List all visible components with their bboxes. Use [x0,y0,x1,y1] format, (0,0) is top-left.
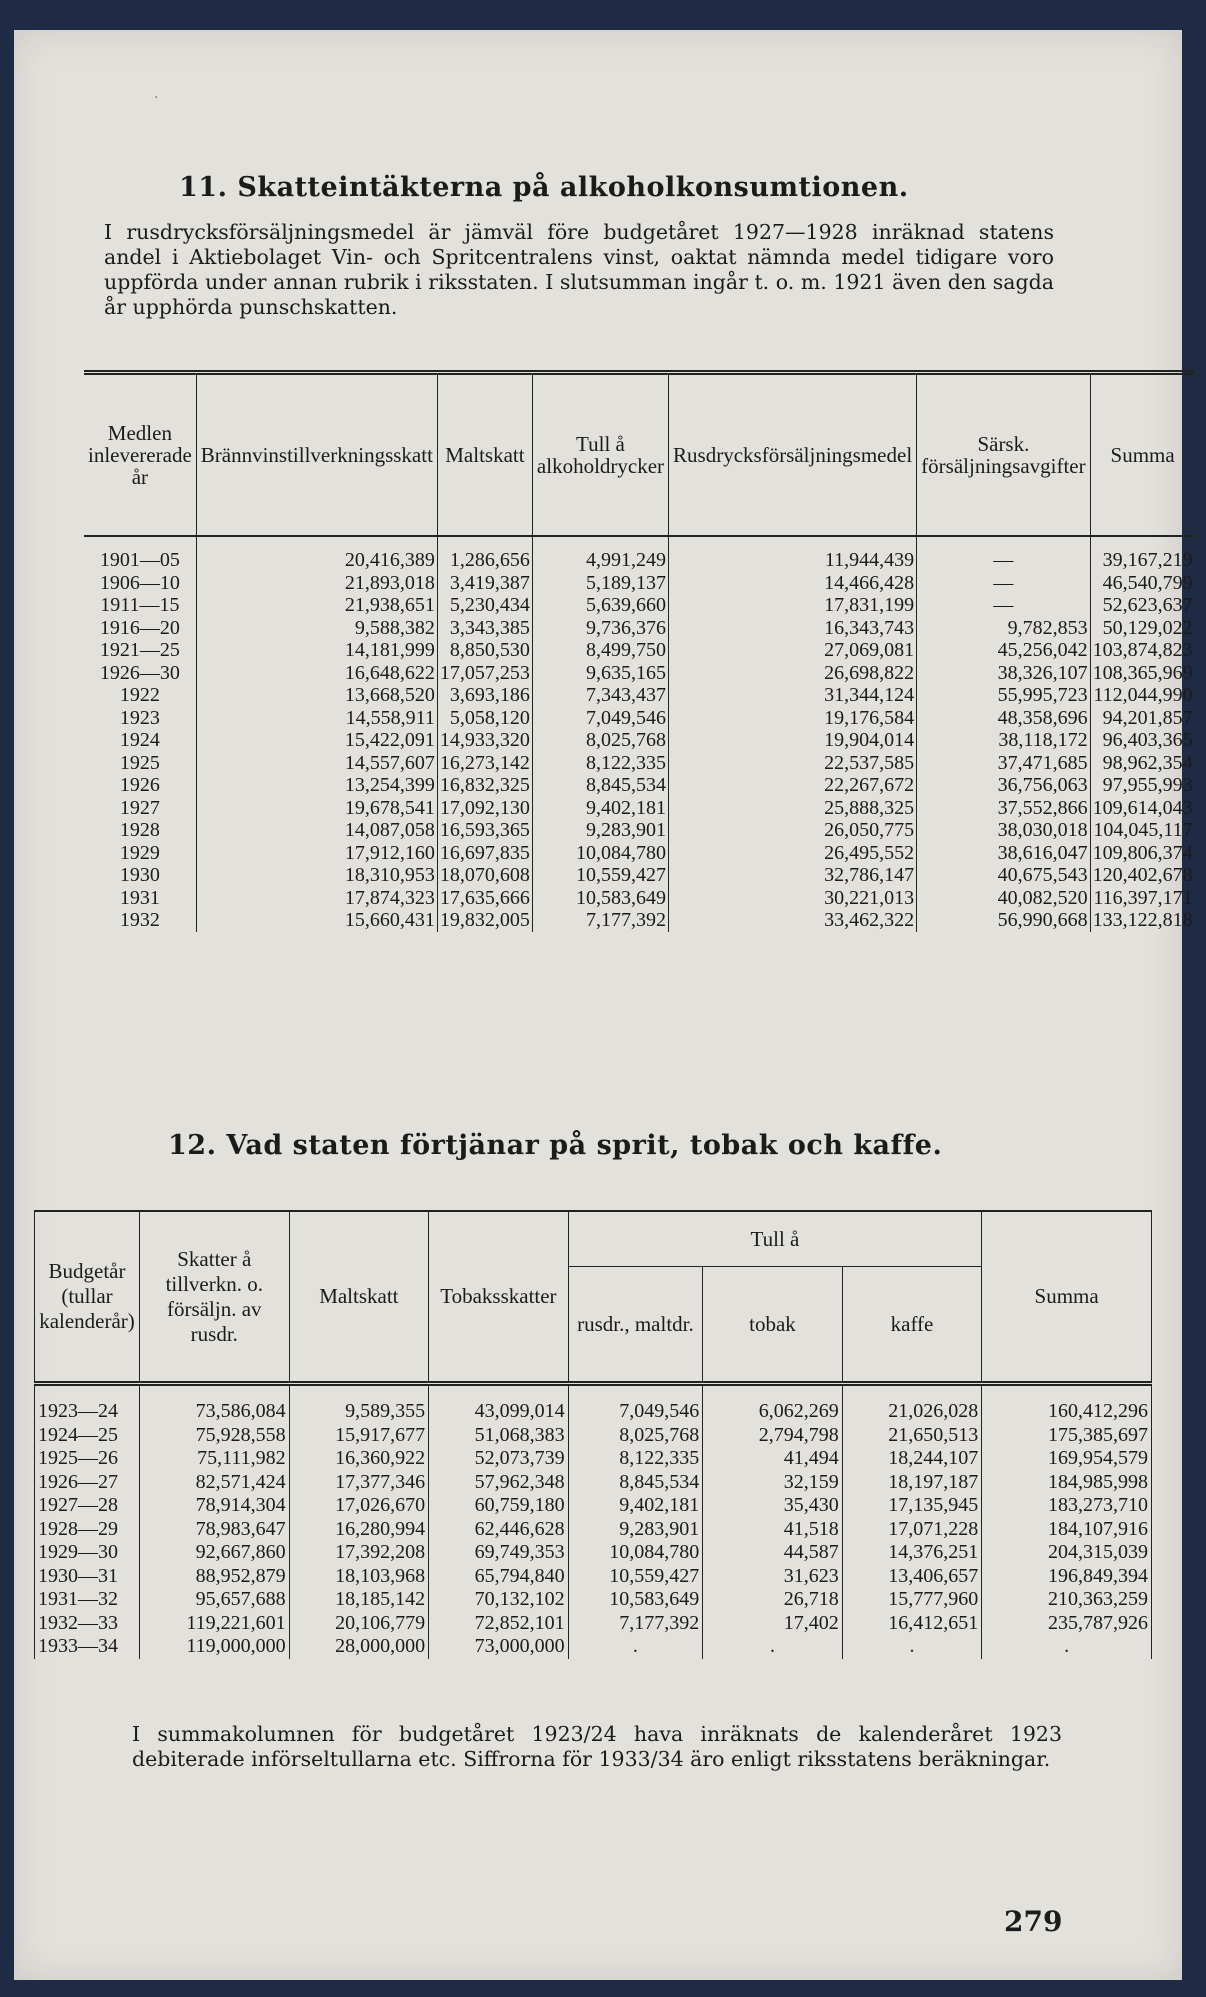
table-cell: 120,402,678 [1090,864,1195,887]
table-cell: 17,874,323 [196,887,437,910]
table-cell: 32,786,147 [669,864,917,887]
table-cell: 7,343,437 [532,684,668,707]
table-cell: 22,267,672 [669,774,917,797]
table-cell: 7,049,546 [532,707,668,730]
table-cell: 32,159 [703,1471,843,1495]
table-cell: 26,050,775 [669,819,917,842]
table-cell: 13,406,657 [842,1565,982,1589]
table-cell: 10,559,427 [532,864,668,887]
table-cell: 9,782,853 [917,617,1090,640]
table-cell: 13,668,520 [196,684,437,707]
table-row [35,1471,1152,1495]
table-cell: 19,678,541 [196,797,437,820]
table-row [84,864,1195,887]
header-tobacco-tax: Tobaksskatter [429,1211,569,1384]
table-cell: 9,588,382 [196,617,437,640]
table-cell: 16,697,835 [437,842,532,865]
table-cell: 28,000,000 [289,1635,429,1659]
table-cell: 17,831,199 [669,594,917,617]
table-cell: 17,912,160 [196,842,437,865]
table-row [35,1494,1152,1518]
table-cell: 9,589,355 [289,1384,429,1424]
table-cell: 37,552,866 [917,797,1090,820]
table-cell: 26,718 [703,1588,843,1612]
table-cell: 9,635,165 [532,662,668,685]
table-cell: 51,068,383 [429,1424,569,1448]
table-cell: 69,749,353 [429,1541,569,1565]
table-cell: 14,181,999 [196,639,437,662]
table-cell: 1932—33 [35,1612,140,1636]
table-row [35,1612,1152,1636]
table-cell: 109,614,043 [1090,797,1195,820]
table-cell: 52,073,739 [429,1447,569,1471]
table-cell: 16,832,325 [437,774,532,797]
table-cell: 98,962,354 [1090,752,1195,775]
table-cell: 44,587 [703,1541,843,1565]
table-cell: 17,377,346 [289,1471,429,1495]
table-cell: 1922 [119,684,160,706]
table-cell: 8,025,768 [532,729,668,752]
table-row [35,1447,1152,1471]
table-cell: 1926 [119,774,160,796]
table-cell: 1927 [119,796,160,819]
table-row [84,617,1195,640]
table-cell: 16,593,365 [437,819,532,842]
table-cell: 78,983,647 [140,1518,290,1542]
header-cell: Särsk. försäljningsavgifter [917,373,1090,537]
table-cell: 88,952,879 [140,1565,290,1589]
table-cell: 10,559,427 [568,1565,703,1589]
table-cell: 8,122,335 [568,1447,703,1471]
table-cell: 17,092,130 [437,797,532,820]
table-cell: 18,070,608 [437,864,532,887]
table-row [84,594,1195,617]
table-cell: 8,850,530 [437,639,532,662]
table-cell: 1924 [119,729,160,751]
table-row [84,797,1195,820]
table-cell: 1930—31 [35,1565,140,1589]
table-cell: 1928 [119,819,160,841]
table-cell: 16,343,743 [669,617,917,640]
table-cell: 9,402,181 [532,797,668,820]
table-cell: 1930 [119,864,160,886]
table-cell: 8,025,768 [568,1424,703,1448]
table-cell: 13,254,399 [196,774,437,797]
table-cell: 78,914,304 [140,1494,290,1518]
table-cell: 2,794,798 [703,1424,843,1448]
table-cell: 1906—10 [99,571,180,594]
table-body [35,1384,1152,1659]
table-cell: 20,416,389 [196,536,437,572]
table-cell: 196,849,394 [982,1565,1152,1589]
header-budget-year: Budgetår (tullar kalenderår) [35,1211,140,1384]
table-cell: 7,049,546 [568,1384,703,1424]
table-cell: 1928—29 [35,1518,140,1542]
table-cell: 184,985,998 [982,1471,1152,1495]
table-cell: 21,893,018 [196,572,437,595]
table-cell: 3,419,387 [437,572,532,595]
table-cell: 19,832,005 [437,909,532,932]
table-cell: 50,129,022 [1090,617,1195,640]
table-cell: 1,286,656 [437,536,532,572]
table-cell: 70,132,102 [429,1588,569,1612]
table-cell: 18,185,142 [289,1588,429,1612]
table-cell: 15,777,960 [842,1588,982,1612]
table-cell: 15,422,091 [196,729,437,752]
table-cell: 92,667,860 [140,1541,290,1565]
table-cell: 1931 [119,886,160,909]
table-cell: 1926—30 [99,661,180,684]
section-11-intro: I rusdrycksförsäljningsmedel är jämväl före budgetåret 1927—1928 inräknad statens andel i Aktiebolaget Vin- och Spritcentralens vinst, oaktat nämnda medel tidigare voro uppförda under annan rubrik i riksstaten. I slutsumman ingår t. o. m. 1921 även den sagda år upphörda punschskatten. [104,220,1054,319]
table-cell: 14,466,428 [669,572,917,595]
table-cell: 41,518 [703,1518,843,1542]
table-cell: 33,462,322 [669,909,917,932]
table-cell: 26,698,822 [669,662,917,685]
table-cell: 52,623,637 [1090,594,1195,617]
table-cell: 21,650,513 [842,1424,982,1448]
table-cell: 18,310,953 [196,864,437,887]
table-cell: 31,623 [703,1565,843,1589]
table-cell: 43,099,014 [429,1384,569,1424]
table-cell: 5,230,434 [437,594,532,617]
table-cell: 210,363,259 [982,1588,1152,1612]
table-cell: 169,954,579 [982,1447,1152,1471]
table-cell: 18,197,187 [842,1471,982,1495]
table-cell: 36,756,063 [917,774,1090,797]
table-cell: 14,933,320 [437,729,532,752]
header-cell: Tull å alkoholdrycker [532,373,668,537]
table-cell: 11,944,439 [669,536,917,572]
table-cell: 65,794,840 [429,1565,569,1589]
table-cell: — [917,572,1090,595]
header-total: Summa [982,1211,1152,1384]
table-cell: 108,365,969 [1090,662,1195,685]
table-cell: 45,256,042 [917,639,1090,662]
table-cell: 40,082,520 [917,887,1090,910]
table-cell: 5,639,660 [532,594,668,617]
table-cell: 38,326,107 [917,662,1090,685]
table-cell: 183,273,710 [982,1494,1152,1518]
header-customs-spirits: rusdr., maltdr. [568,1267,703,1384]
header-cell: Rusdrycksförsäljningsmedel [669,373,917,537]
table-row [84,752,1195,775]
table-row [35,1635,1152,1659]
table-cell: 75,111,982 [140,1447,290,1471]
page-smudge: · [154,90,159,106]
section-12-title: 12. Vad staten förtjänar på sprit, tobak och kaffe. [168,1130,943,1161]
table-cell: 14,376,251 [842,1541,982,1565]
table-cell: 62,446,628 [429,1518,569,1542]
table-cell: 57,962,348 [429,1471,569,1495]
table-row [84,819,1195,842]
table-cell: 14,557,607 [196,752,437,775]
table-cell: 133,122,818 [1090,909,1195,932]
table-cell: 112,044,990 [1090,684,1195,707]
table-cell: 1929 [119,841,160,864]
table-cell: 19,176,584 [669,707,917,730]
table-row [84,909,1195,932]
table-cell: 3,343,385 [437,617,532,640]
table-cell: 48,358,696 [917,707,1090,730]
table-cell: 55,995,723 [917,684,1090,707]
table-cell: 94,201,857 [1090,707,1195,730]
header-cell: Brännvinstillverkningsskatt [196,373,437,537]
table-cell: 15,660,431 [196,909,437,932]
table-cell: 21,026,028 [842,1384,982,1424]
table-header-row [84,373,1195,537]
table-row [84,572,1195,595]
table-row [84,774,1195,797]
table-cell: 1911—15 [100,594,180,616]
table-cell: 17,402 [703,1612,843,1636]
table-row [84,707,1195,730]
table-row [84,536,1195,572]
table-body [84,536,1195,932]
table-cell: 6,062,269 [703,1384,843,1424]
table-cell: 17,135,945 [842,1494,982,1518]
table-cell: 17,392,208 [289,1541,429,1565]
table-cell: 1925 [119,751,160,774]
table-cell: 1933—34 [35,1635,140,1659]
table-cell: 104,045,117 [1090,819,1195,842]
header-customs-group: Tull å [568,1211,982,1267]
table-row [84,842,1195,865]
table-cell: 8,122,335 [532,752,668,775]
table-row [84,662,1195,685]
table-header-row [35,1211,1152,1267]
table-cell: 95,657,688 [140,1588,290,1612]
table-cell: 1923—24 [35,1384,140,1424]
table-cell: 75,928,558 [140,1424,290,1448]
table-cell: 7,177,392 [532,909,668,932]
header-customs-coffee: kaffe [842,1267,982,1384]
header-malt-tax: Maltskatt [289,1211,429,1384]
table-row [35,1541,1152,1565]
table-cell: 1924—25 [35,1424,140,1448]
table-cell: 119,000,000 [140,1635,290,1659]
table-cell: 14,558,911 [196,707,437,730]
header-cell: Maltskatt [437,373,532,537]
table-cell: . [982,1635,1152,1659]
table-cell: 22,537,585 [669,752,917,775]
table-cell: 5,058,120 [437,707,532,730]
table-cell: 25,888,325 [669,797,917,820]
table-cell: 27,069,081 [669,639,917,662]
table-cell: 16,273,142 [437,752,532,775]
table-cell: 41,494 [703,1447,843,1471]
table-cell: — [917,594,1090,617]
table-cell: 40,675,543 [917,864,1090,887]
table-row [35,1565,1152,1589]
table-cell: 10,583,649 [568,1588,703,1612]
header-taxes: Skatter å tillverkn. o. försäljn. av rusdr. [140,1211,290,1384]
table-cell: 184,107,916 [982,1518,1152,1542]
table-cell: 17,071,228 [842,1518,982,1542]
table-cell: 31,344,124 [669,684,917,707]
table-cell: 73,000,000 [429,1635,569,1659]
table-cell: 38,118,172 [917,729,1090,752]
table-cell: . [568,1635,703,1659]
table-cell: 18,244,107 [842,1447,982,1471]
alcohol-tax-table [84,370,1195,932]
header-cell: Medlen inlevererade år [88,421,192,489]
table-cell: 160,412,296 [982,1384,1152,1424]
table-cell: 21,938,651 [196,594,437,617]
table-cell: 116,397,171 [1090,887,1195,910]
table-cell: 17,026,670 [289,1494,429,1518]
table-row [35,1518,1152,1542]
table-cell: 1925—26 [35,1447,140,1471]
table-cell: 4,991,249 [532,536,668,572]
table-cell: 16,412,651 [842,1612,982,1636]
header-customs-tobacco: tobak [703,1267,843,1384]
table-cell: 10,084,780 [532,842,668,865]
table-cell: 8,845,534 [532,774,668,797]
table-row [35,1424,1152,1448]
table-cell: 3,693,186 [437,684,532,707]
table-cell: 119,221,601 [140,1612,290,1636]
table-cell: 1931—32 [35,1588,140,1612]
table-cell: 1916—20 [99,616,180,639]
table-cell: 15,917,677 [289,1424,429,1448]
table-cell: 39,167,219 [1090,536,1195,572]
table-cell: 9,283,901 [532,819,668,842]
table-cell: 1901—05 [99,549,180,571]
state-revenue-table [34,1210,1152,1659]
table-cell: 9,402,181 [568,1494,703,1518]
table-cell: 16,360,922 [289,1447,429,1471]
table-row [35,1384,1152,1424]
table-row [35,1588,1152,1612]
table-row [84,887,1195,910]
table-cell: 82,571,424 [140,1471,290,1495]
table-cell: 1921—25 [99,639,180,661]
table-cell: 97,955,993 [1090,774,1195,797]
table-cell: 96,403,365 [1090,729,1195,752]
table-cell: . [842,1635,982,1659]
table-cell: 30,221,013 [669,887,917,910]
table-cell: 72,852,101 [429,1612,569,1636]
table-cell: 46,540,799 [1090,572,1195,595]
table-row [84,684,1195,707]
table-cell: 8,499,750 [532,639,668,662]
table-cell: 235,787,926 [982,1612,1152,1636]
table-cell: 1932 [119,909,160,931]
table-cell: 5,189,137 [532,572,668,595]
table-cell: — [917,536,1090,572]
table-cell: 17,635,666 [437,887,532,910]
header-cell: Summa [1090,373,1195,537]
table-row [84,639,1195,662]
page-number: 279 [1004,1905,1063,1938]
table-cell: 38,030,018 [917,819,1090,842]
section-12-footnote: I summakolumnen för budgetåret 1923/24 hava inräknats de kalenderåret 1923 debiterade införseltullarna etc. Siffrorna för 1933/34 äro enligt riksstatens beräkningar. [132,1722,1062,1771]
table-cell: 9,283,901 [568,1518,703,1542]
table-cell: 37,471,685 [917,752,1090,775]
table-cell: 17,057,253 [437,662,532,685]
table-cell: 1927—28 [35,1494,140,1518]
table-cell: . [703,1635,843,1659]
table-cell: 1929—30 [35,1541,140,1565]
table-cell: 20,106,779 [289,1612,429,1636]
section-11-title: 11. Skatteintäkterna på alkoholkonsumtionen. [179,172,909,203]
table-cell: 10,084,780 [568,1541,703,1565]
table-cell: 1923 [119,706,160,729]
table-cell: 109,806,374 [1090,842,1195,865]
table-cell: 9,736,376 [532,617,668,640]
book-page [14,30,1193,1980]
table-cell: 10,583,649 [532,887,668,910]
table-cell: 56,990,668 [917,909,1090,932]
table-cell: 7,177,392 [568,1612,703,1636]
table-cell: 1926—27 [35,1471,140,1495]
table-cell: 26,495,552 [669,842,917,865]
table-cell: 103,874,823 [1090,639,1195,662]
table-cell: 60,759,180 [429,1494,569,1518]
table-row [84,729,1195,752]
table-cell: 16,648,622 [196,662,437,685]
table-cell: 8,845,534 [568,1471,703,1495]
table-cell: 18,103,968 [289,1565,429,1589]
table-cell: 19,904,014 [669,729,917,752]
table-cell: 16,280,994 [289,1518,429,1542]
table-cell: 14,087,058 [196,819,437,842]
table-cell: 175,385,697 [982,1424,1152,1448]
table-cell: 73,586,084 [140,1384,290,1424]
table-cell: 35,430 [703,1494,843,1518]
table-cell: 204,315,039 [982,1541,1152,1565]
table-cell: 38,616,047 [917,842,1090,865]
